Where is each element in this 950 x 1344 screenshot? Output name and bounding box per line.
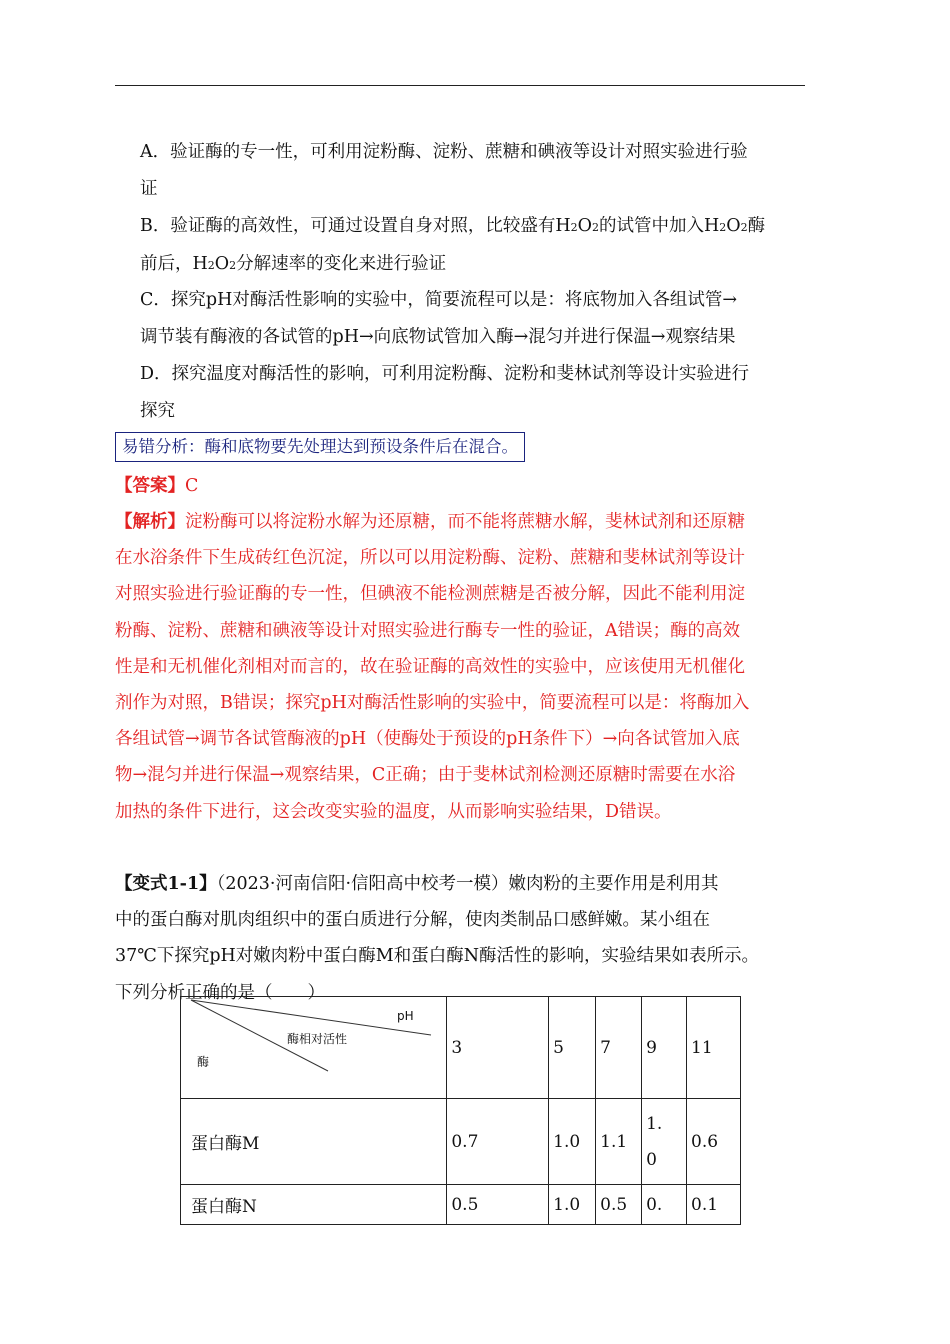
- activity-cell: 0.1: [687, 1185, 741, 1225]
- answer-value: C: [185, 476, 199, 496]
- table-row: [181, 1099, 741, 1185]
- ph-value-cell: 11: [687, 997, 741, 1099]
- answer-line: [115, 468, 815, 504]
- option-c-line1: C．探究pH对酶活性影响的实验中，简要流程可以是：将底物加入各组试管→: [140, 290, 738, 310]
- activity-cell: 1.0: [549, 1099, 596, 1185]
- variant-line: 37℃下探究pH对嫩肉粉中蛋白酶M和蛋白酶N酶活性的影响，实验结果如表所示。: [115, 946, 760, 967]
- option-d: [140, 356, 805, 430]
- activity-cell: 1.1: [596, 1099, 642, 1185]
- variant-question: [115, 866, 815, 1011]
- option-c: [140, 282, 805, 356]
- header-enzyme-label: 酶: [197, 1055, 210, 1069]
- option-b-line2: 前后，H2O2分解速率的变化来进行验证: [140, 254, 447, 274]
- analysis-block: [115, 504, 815, 830]
- analysis-line: 在水浴条件下生成砖红色沉淀，所以可以用淀粉酶、淀粉、蔗糖和斐林试剂等设计: [115, 548, 745, 569]
- option-b-line1: B．验证酶的高效性，可通过设置自身对照，比较盛有H2O2的试管中加入H2O2酶: [140, 216, 766, 236]
- analysis-line: 物→混匀并进行保温→观察结果，C正确；由于斐林试剂检测还原糖时需要在水浴: [115, 765, 736, 786]
- header-ph-label: pH: [397, 1009, 414, 1023]
- variant-line: 中的蛋白酶对肌肉组织中的蛋白质进行分解，使肉类制品口感鲜嫩。某小组在: [115, 910, 710, 931]
- variant-line: （2023·河南信阳·信阳高中校考一模）嫩肉粉的主要作用是利用其: [216, 874, 719, 894]
- option-a-line2: 证: [140, 179, 158, 199]
- analysis-line: 加热的条件下进行，这会改变实验的温度，从而影响实验结果，D错误。: [115, 801, 672, 822]
- analysis-label: 【解析】: [115, 512, 185, 532]
- analysis-line: 淀粉酶可以将淀粉水解为还原糖，而不能将蔗糖水解，斐林试剂和还原糖: [185, 512, 745, 532]
- analysis-line: 各组试管→调节各试管酶液的pH（使酶处于预设的pH条件下）→向各试管加入底: [115, 729, 740, 750]
- activity-cell: 1.0: [549, 1185, 596, 1225]
- option-c-line2: 调节装有酶液的各试管的pH→向底物试管加入酶→混匀并进行保温→观察结果: [140, 327, 736, 347]
- option-b: [140, 208, 805, 284]
- diagonal-header-cell: [181, 997, 447, 1099]
- option-d-line2: 探究: [140, 401, 175, 421]
- header-activity-label: 酶相对活性: [287, 1032, 348, 1046]
- header-rule: [115, 85, 805, 86]
- ph-value-cell: 5: [549, 997, 596, 1099]
- option-a-line1: A．验证酶的专一性，可利用淀粉酶、淀粉、蔗糖和碘液等设计对照实验进行验: [140, 142, 748, 162]
- activity-cell: 0.5: [447, 1185, 549, 1225]
- analysis-line: 对照实验进行验证酶的专一性，但碘液不能检测蔗糖是否被分解，因此不能利用淀: [115, 584, 745, 605]
- activity-cell: 0.7: [447, 1099, 549, 1185]
- option-a: [140, 134, 805, 208]
- variant-label: 【变式1-1】: [115, 874, 217, 894]
- activity-cell: 0.6: [687, 1099, 741, 1185]
- ph-value-cell: 3: [447, 997, 549, 1099]
- analysis-line: 剂作为对照，B错误；探究pH对酶活性影响的实验中，简要流程可以是：将酶加入: [115, 693, 750, 714]
- analysis-line: 性是和无机催化剂相对而言的，故在验证酶的高效性的实验中，应该使用无机催化: [115, 656, 745, 677]
- option-d-line1: D．探究温度对酶活性的影响，可利用淀粉酶、淀粉和斐林试剂等设计实验进行: [140, 364, 750, 384]
- activity-cell: 0.5: [596, 1185, 642, 1225]
- variant-line: 下列分析正确的是（ ）: [115, 982, 325, 1003]
- trap-note-box: 易错分析：酶和底物要先处理达到预设条件后在混合。: [115, 432, 525, 462]
- activity-cell: 1. 0: [642, 1099, 687, 1185]
- ph-value-cell: 9: [642, 997, 687, 1099]
- enzyme-name-cell: 蛋白酶N: [181, 1185, 447, 1225]
- ph-value-cell: 7: [596, 997, 642, 1099]
- answer-label: 【答案】: [115, 476, 185, 496]
- enzyme-name-cell: 蛋白酶M: [181, 1099, 447, 1185]
- enzyme-activity-table: [180, 996, 741, 1225]
- analysis-line: 粉酶、淀粉、蔗糖和碘液等设计对照实验进行酶专一性的验证，A错误；酶的高效: [115, 620, 741, 641]
- activity-cell: 0.: [642, 1185, 687, 1225]
- table-row: [181, 1185, 741, 1225]
- table-header-row: [181, 997, 741, 1099]
